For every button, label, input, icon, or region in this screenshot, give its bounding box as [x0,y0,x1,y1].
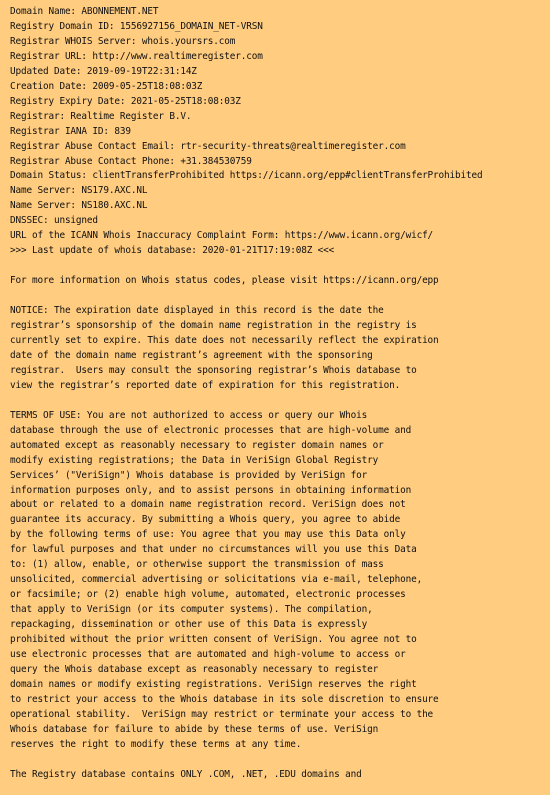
record-abuse-email-line: Registrar Abuse Contact Email: rtr-security-threats@realtimeregister.com [10,140,406,152]
record-registrar-whois-server-line: Registrar WHOIS Server: whois.yoursrs.com [10,35,236,47]
record-name-server-2-line: Name Server: NS180.AXC.NL [10,200,148,212]
record-registry-expiry-date-line: Registry Expiry Date: 2021-05-25T18:08:03Z [10,95,241,107]
record-name-server-1-line: Name Server: NS179.AXC.NL [10,185,148,197]
registry-database-line: The Registry database contains ONLY .COM, .NET, .EDU domains and [10,768,362,780]
terms-line: for lawful purposes and that under no circumstances will you use this Data [10,544,417,556]
terms-line: reserves the right to modify these terms at any time. [10,738,302,750]
terms-line: about or related to a domain name registration record. VeriSign does not [10,499,406,511]
record-registry-domain-id-line: Registry Domain ID: 1556927156_DOMAIN_NET-VRSN [10,20,263,32]
terms-line: automated except as reasonably necessary to register domain names or [10,439,384,451]
notice-line: registrar. Users may consult the sponsoring registrar’s Whois database to [10,364,417,376]
blank-line [10,289,546,304]
notice-line: view the registrar’s reported date of expiration for this registration. [10,379,401,391]
notice-line: registrar’s sponsorship of the domain name registration in the registry is [10,320,417,332]
terms-line: by the following terms of use: You agree that you may use this Data only [10,529,406,541]
terms-line: prohibited without the prior written consent of VeriSign. You agree not to [10,634,417,646]
terms-line: unsolicited, commercial advertising or solicitations via e-mail, telephone, [10,574,423,586]
record-registrar-line: Registrar: Realtime Register B.V. [10,110,192,122]
terms-line: to: (1) allow, enable, or otherwise support the transmission of mass [10,559,384,571]
terms-line: or facsimile; or (2) enable high volume, automated, electronic processes [10,589,406,601]
terms-line: TERMS OF USE: You are not authorized to access or query our Whois [10,409,368,421]
terms-line: domain names or modify existing registrations. VeriSign reserves the right [10,678,417,690]
terms-line: database through the use of electronic processes that are high-volume and [10,424,412,436]
record-registrar-iana-id-line: Registrar IANA ID: 839 [10,125,131,137]
terms-line: query the Whois database except as reasonably necessary to register [10,663,379,675]
terms-line: modify existing registrations; the Data in VeriSign Global Registry [10,454,379,466]
terms-line: Services’ ("VeriSign") Whois database is provided by VeriSign for [10,469,368,481]
notice-line: currently set to expire. This date does not necessarily reflect the expiration [10,334,439,346]
record-icann-complaint-form-line: URL of the ICANN Whois Inaccuracy Complaint Form: https://www.icann.org/wicf/ [10,230,434,242]
blank-line [10,753,546,768]
blank-line [10,259,546,274]
record-creation-date-line: Creation Date: 2009-05-25T18:08:03Z [10,80,203,92]
record-abuse-phone-line: Registrar Abuse Contact Phone: +31.384530759 [10,155,252,167]
record-dnssec-line: DNSSEC: unsigned [10,215,98,227]
status-info-line: For more information on Whois status codes, please visit https://icann.org/epp [10,275,439,287]
record-updated-date-line: Updated Date: 2019-09-19T22:31:14Z [10,65,197,77]
record-last-update-line: >>> Last update of whois database: 2020-01-21T17:19:08Z <<< [10,245,335,257]
notice-line: date of the domain name registrant’s agreement with the sponsoring [10,349,373,361]
terms-line: Whois database for failure to abide by these terms of use. VeriSign [10,723,379,735]
terms-line: use electronic processes that are automated and high-volume to access or [10,648,406,660]
record-registrar-url-line: Registrar URL: http://www.realtimeregister.com [10,50,263,62]
terms-line: guarantee its accuracy. By submitting a Whois query, you agree to abide [10,514,401,526]
terms-line: operational stability. VeriSign may restrict or terminate your access to the [10,708,434,720]
notice-line: NOTICE: The expiration date displayed in this record is the date the [10,305,384,317]
blank-line [10,394,546,409]
terms-line: information purposes only, and to assist persons in obtaining information [10,484,412,496]
terms-line: repackaging, dissemination or other use of this Data is expressly [10,619,368,631]
record-domain-status-line: Domain Status: clientTransferProhibited https://icann.org/epp#clientTransferProhibited [10,170,483,182]
terms-line: that apply to VeriSign (or its computer systems). The compilation, [10,604,373,616]
terms-line: to restrict your access to the Whois database in its sole discretion to ensure [10,693,439,705]
whois-text-block [10,5,546,783]
record-domain-name-line: Domain Name: ABONNEMENT.NET [10,6,159,17]
